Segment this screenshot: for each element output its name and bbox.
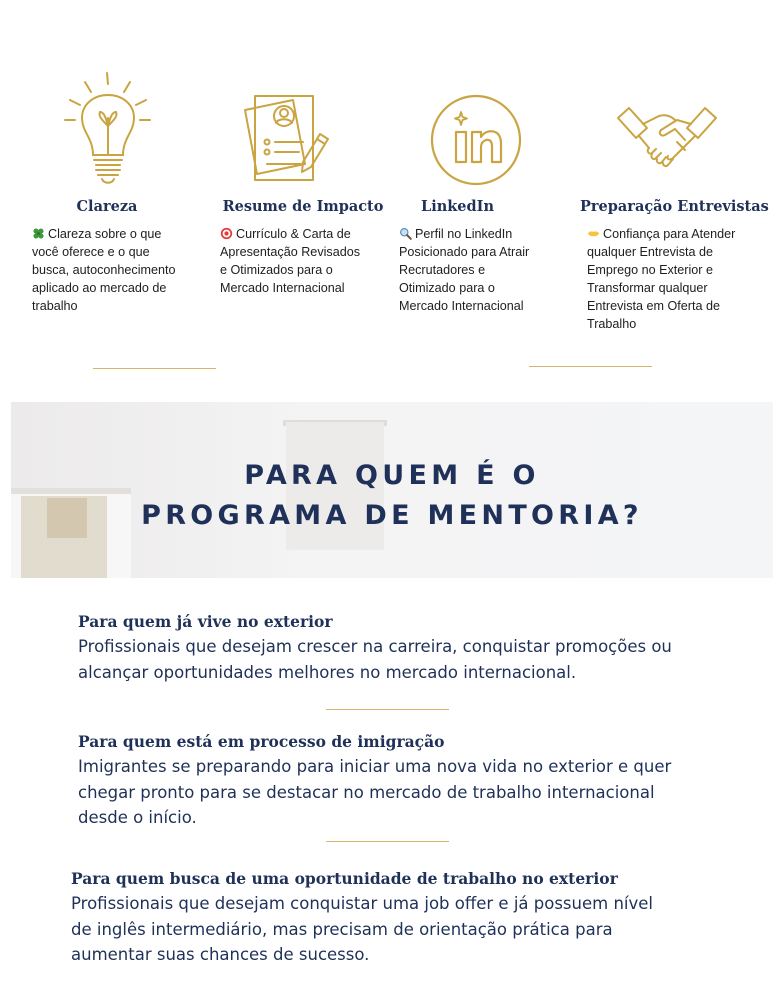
feature-title: Preparação Entrevistas — [580, 198, 769, 215]
feature-description — [220, 225, 390, 297]
desc-line: aplicado ao mercado de — [32, 281, 167, 295]
text-line: Profissionais que desejam crescer na carreira, conquistar promoções ou — [78, 637, 672, 656]
desc-line: Recrutadores e — [399, 263, 486, 277]
desc-line: Transformar qualquer — [587, 281, 708, 295]
text-line: Profissionais que desejam conquistar uma job offer e já possuem nível — [71, 894, 653, 913]
divider — [326, 709, 449, 710]
desc-line: Otimizado para o — [399, 281, 495, 295]
desc-line: você oferece e o que — [32, 245, 150, 259]
desc-line: Mercado Internacional — [399, 299, 524, 313]
lightbulb-icon — [60, 70, 160, 190]
audience-job-seeker — [71, 869, 761, 968]
desc-line: Clareza sobre o que — [48, 227, 162, 241]
audience-description — [71, 891, 761, 968]
audience-immigration — [78, 732, 758, 831]
linkedin-icon — [430, 92, 526, 188]
heading-line: PARA QUEM É O — [244, 460, 540, 491]
text-line: chegar pronto para se destacar no mercado de trabalho internacional — [78, 782, 655, 802]
divider — [93, 368, 216, 369]
feature-description — [399, 225, 564, 315]
desc-line: Mercado Internacional — [220, 281, 345, 295]
desc-line: e Otimizados para o — [220, 263, 333, 277]
divider — [326, 841, 449, 842]
desc-line: Currículo & Carta de — [236, 227, 351, 241]
desc-line: Emprego no Exterior e — [587, 263, 713, 277]
section-banner — [11, 402, 773, 578]
desc-line: Apresentação Revisados — [220, 245, 361, 259]
audience-title: Para quem busca de uma oportunidade de trabalho no exterior — [71, 869, 618, 888]
audience-abroad — [78, 612, 758, 685]
text-line: de inglês intermediário, mas precisam de orientação prática para — [71, 919, 613, 939]
audience-description — [78, 634, 758, 685]
text-line: aumentar suas chances de sucesso. — [71, 945, 370, 964]
desc-line: Entrevista em Oferta de — [587, 299, 720, 313]
divider — [529, 366, 652, 367]
resume-document-icon — [235, 92, 335, 192]
desc-line: Perfil no LinkedIn — [415, 227, 513, 241]
text-line: desde o início. — [78, 808, 197, 827]
handshake-icon — [615, 106, 719, 168]
desc-line: Confiança para Atender — [603, 227, 736, 241]
heading-line: PROGRAMA DE MENTORIA? — [141, 500, 643, 531]
audience-title: Para quem já vive no exterior — [78, 612, 333, 631]
desc-line: trabalho — [32, 299, 78, 313]
audience-title: Para quem está em processo de imigração — [78, 732, 445, 751]
desc-line: busca, autoconhecimento — [32, 263, 176, 277]
desc-line: Trabalho — [587, 317, 637, 331]
feature-description — [32, 225, 192, 315]
handshake-emoji-icon — [587, 227, 600, 240]
desc-line: Posicionado para Atrair — [399, 245, 530, 259]
magnifier-icon — [399, 227, 412, 240]
feature-title: Resume de Impacto — [222, 198, 384, 215]
feature-title: LinkedIn — [421, 198, 494, 215]
text-line: Imigrantes se preparando para iniciar uma nova vida no exterior e quer — [78, 757, 672, 776]
feature-description — [587, 225, 757, 333]
section-heading — [11, 456, 773, 536]
feature-title: Clareza — [76, 198, 138, 215]
text-line: alcançar oportunidades melhores no mercado internacional. — [78, 662, 577, 682]
target-icon — [220, 227, 233, 240]
desc-line: qualquer Entrevista de — [587, 245, 714, 259]
audience-description — [78, 754, 758, 831]
clover-icon — [32, 227, 45, 240]
